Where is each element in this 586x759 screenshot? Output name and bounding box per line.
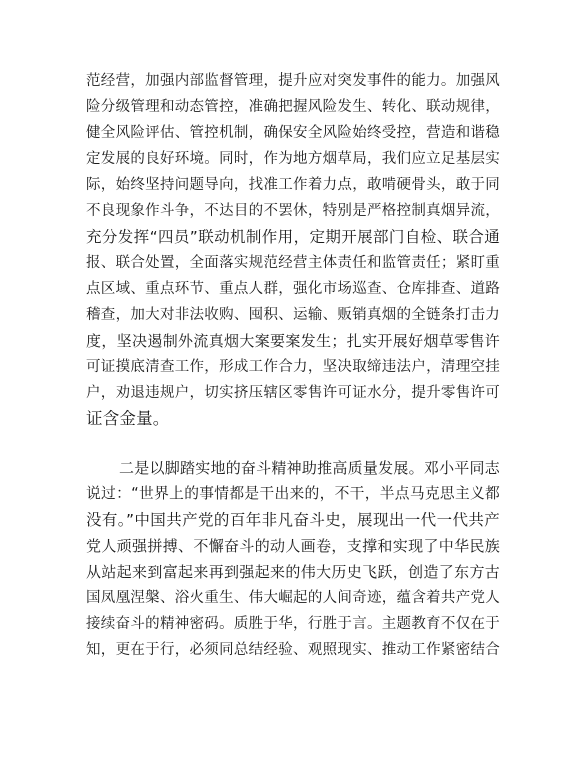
text-line: 证含金量。 — [86, 409, 170, 428]
text-line: 二是以脚踏实地的奋斗精神助推高质量发展。邓小平同志 — [119, 459, 500, 477]
text-line: 说过：“世界上的事情都是干出来的，不干，半点马克思主义都 — [86, 485, 500, 502]
text-line: 接续奋斗的精神密码。质胜于华，行胜于言。主题教育不仅在于 — [86, 616, 500, 632]
text-line: 定发展的良好环境。同时，作为地方烟草局，我们应立足基层实 — [86, 151, 500, 167]
text-line: 不良现象作斗争，不达目的不罢休，特别是严格控制真烟异流， — [86, 203, 500, 219]
text-line: 际，始终坚持问题导向，找准工作着力点，敢啃硬骨头，敢于同 — [86, 177, 500, 193]
text-line: 险分级管理和动态管控，准确把握风险发生、转化、联动规律， — [86, 99, 500, 115]
text-line: 党人顽强拼搏、不懈奋斗的动人画卷，支撑和实现了中华民族 — [86, 537, 500, 555]
text-line: 户，劝退违规户，切实挤压辖区零售许可证水分，提升零售许可 — [86, 385, 500, 401]
text-line: 报、联合处置，全面落实规范经营主体责任和监管责任；紧盯重 — [86, 255, 500, 271]
text-line: 知，更在于行，必须同总结经验、观照现实、推动工作紧密结合 — [86, 642, 500, 658]
text-line: 从站起来到富起来再到强起来的伟大历史飞跃，创造了东方古 — [86, 563, 500, 581]
paragraph-2 — [86, 455, 500, 663]
paragraph-1 — [86, 68, 500, 432]
text-line: 度，坚决遏制外流真烟大案要案发生；扎实开展好烟草零售许 — [86, 332, 500, 350]
text-line: 范经营，加强内部监督管理，提升应对突发事件的能力。加强风 — [86, 73, 500, 89]
text-line: 稽查，加大对非法收购、囤积、运输、贩销真烟的全链条打击力 — [86, 307, 500, 323]
text-line: 没有。”中国共产党的百年非凡奋斗史，展现出一代一代共产 — [86, 511, 500, 529]
text-line: 国凤凰涅槃、浴火重生、伟大崛起的人间奇迹，蕴含着共产党人 — [86, 590, 500, 606]
text-line: 点区域、重点环节、重点人群，强化市场巡查、仓库排查、道路 — [86, 281, 500, 297]
text-line: 健全风险评估、管控机制，确保安全风险始终受控，营造和谐稳 — [86, 125, 500, 141]
text-line: 充分发挥“四员”联动机制作用，定期开展部门自检、联合通 — [86, 228, 500, 246]
text-line: 可证摸底清查工作，形成工作合力，坚决取缔违法户，清理空挂 — [86, 359, 500, 375]
